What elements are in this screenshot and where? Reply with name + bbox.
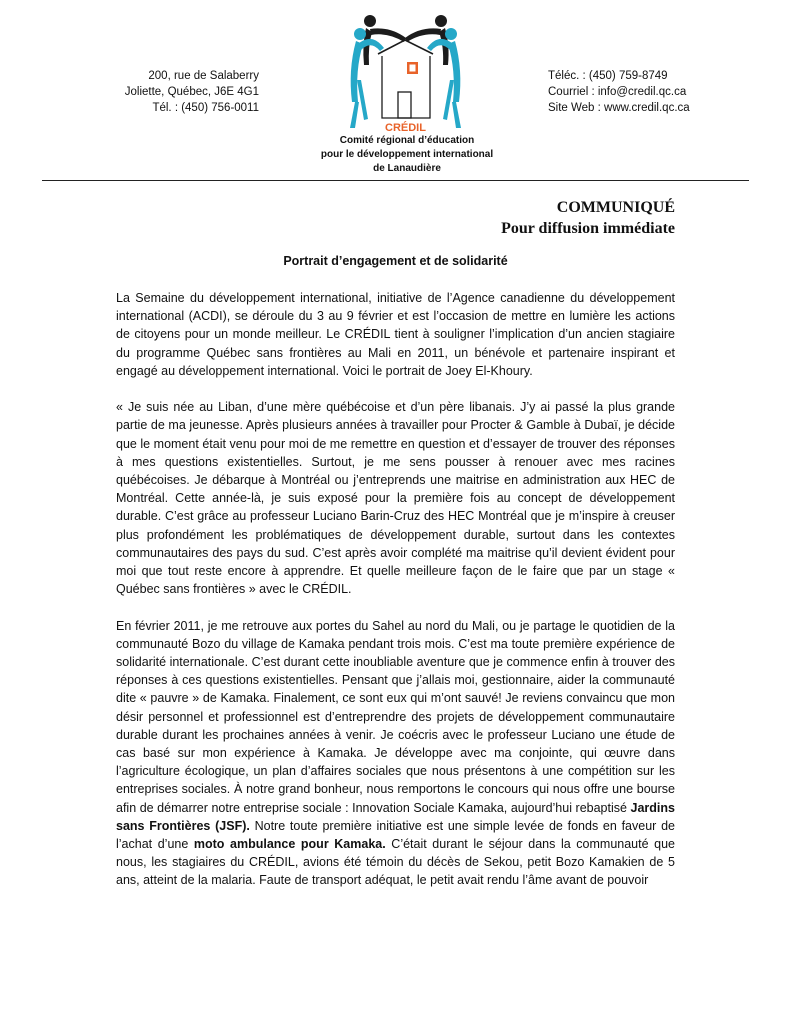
bold-jsf: Jardins sans Frontières (JSF). <box>116 800 675 833</box>
communique-heading <box>501 197 675 239</box>
address-city: Joliette, Québec, J6E 4G1 <box>124 86 259 98</box>
org-name-line-3: de Lanaudière <box>373 163 441 174</box>
organization-name <box>296 134 518 176</box>
address-street: 200, rue de Salaberry <box>148 70 259 82</box>
paragraph-testimony-2 <box>116 617 675 890</box>
paragraph-text: Notre toute première initiative est une simple levée de fonds en faveur de l’achat d’une <box>116 818 675 852</box>
contact-website: Site Web : www.credil.qc.ca <box>548 102 690 114</box>
paragraph-intro: La Semaine du développement international, initiative de l’Agence canadienne du développement international (ACDI), se déroule du 3 au 9 février et est l’occasion de mettre en lumière les actions de citoyens pour un monde meilleur. Le CRÉDIL tient à souligner l’implication d’un ancien stagiaire du programme Québec sans frontières au Mali en 2011, un bénévole et partenaire inspirant et engagé au développement international. Voici le portrait de Joey El-Khoury. <box>116 291 675 378</box>
document-body <box>116 289 675 908</box>
communique-subtitle: Pour diffusion immédiate <box>501 220 675 237</box>
logo-wordmark: CRÉDIL <box>385 122 426 134</box>
org-name-line-1: Comité régional d’éducation <box>339 135 475 146</box>
document-title: Portrait d’engagement et de solidarité <box>283 254 508 268</box>
contact-fax: Téléc. : (450) 759-8749 <box>548 70 668 82</box>
paragraph-testimony-1: « Je suis née au Liban, d’une mère québécoise et d’un père libanais. J’y ai passé la plus grande partie de ma jeunesse. Après plusieurs années à travailler pour Procter & Gamble à Dubaï, je décide que le moment était venu pour moi de me remettre en question et d’essayer de trouver des réponses à mes questions existentielles. Surtout, je me sens pousser à renouer avec mes racines québécoises. Je débarque à Montréal ou j’entreprends une maitrise en administration aux HEC de Montréal. Cette année-là, je suis exposé pour la première fois au concept de développement durable. C’est grâce au professeur Luciano Barin-Cruz des HEC Montréal que je m’inspire à creuser plus profondément les problématiques de développement durable, surtout dans les contextes communautaires des pays du sud. C’est après avoir complété ma maitrise qu’il devient évident pour moi que tout reste encore à apprendre. Et quelle meilleure façon de le faire que par un stage « Québec sans frontières » avec le CRÉDIL. <box>116 400 675 597</box>
credil-logo-graphic <box>338 10 473 135</box>
address-block <box>120 68 259 116</box>
header-divider <box>42 180 749 181</box>
paragraph-text: En février 2011, je me retrouve aux portes du Sahel au nord du Mali, ou je partage le quotidien de la communauté Bozo du village de Kamaka pendant trois mois. C’est ma toute première expérience de solidarité internationale. C’est durant cette inoubliable aventure que je commence enfin à trouver des réponses à ces questions existentielles. Pensant que j’allais moi, gestionnaire, aider la communauté dite « pauvre » de Kamaka. Finalement, ce sont eux qui m’ont sauvé! Je reviens convaincu que mon désir personnel et professionnel est d’entreprendre des projets de développement communautaire durable durant les prochaines années à venir. Je coécris avec le professeur Luciano une étude de cas basé sur mon expérience à Kamaka. Je développe avec ma conjointe, qui œuvre dans l’agriculture écologique, un plan d’affaires sociales que nous présentons à une compétition sur les entreprises sociales. À notre grand bonheur, nous remportons le concours qui nous offre une bourse afin de démarrer notre entreprise sociale : Innovation Sociale Kamaka, aujourd’hui rebaptisé <box>116 618 675 815</box>
bold-moto-ambulance: moto ambulance pour Kamaka. <box>193 837 386 852</box>
paragraph-text: C’était durant le séjour dans la communauté que nous, les stagiaires du CRÉDIL, avions été témoin du décès de Sekou, petit Bozo Kamakien de 5 ans, atteint de la malaria. Faute de transport adéquat, le petit avait rendu l’âme avant de pouvoir <box>116 837 675 888</box>
credil-logo <box>338 10 473 135</box>
communique-title: COMMUNIQUÉ <box>556 199 675 216</box>
contact-block <box>548 68 728 116</box>
org-name-line-2: pour le développement international <box>320 149 494 160</box>
contact-email: Courriel : info@credil.qc.ca <box>548 86 687 98</box>
address-phone: Tél. : (450) 756-0011 <box>152 102 259 114</box>
